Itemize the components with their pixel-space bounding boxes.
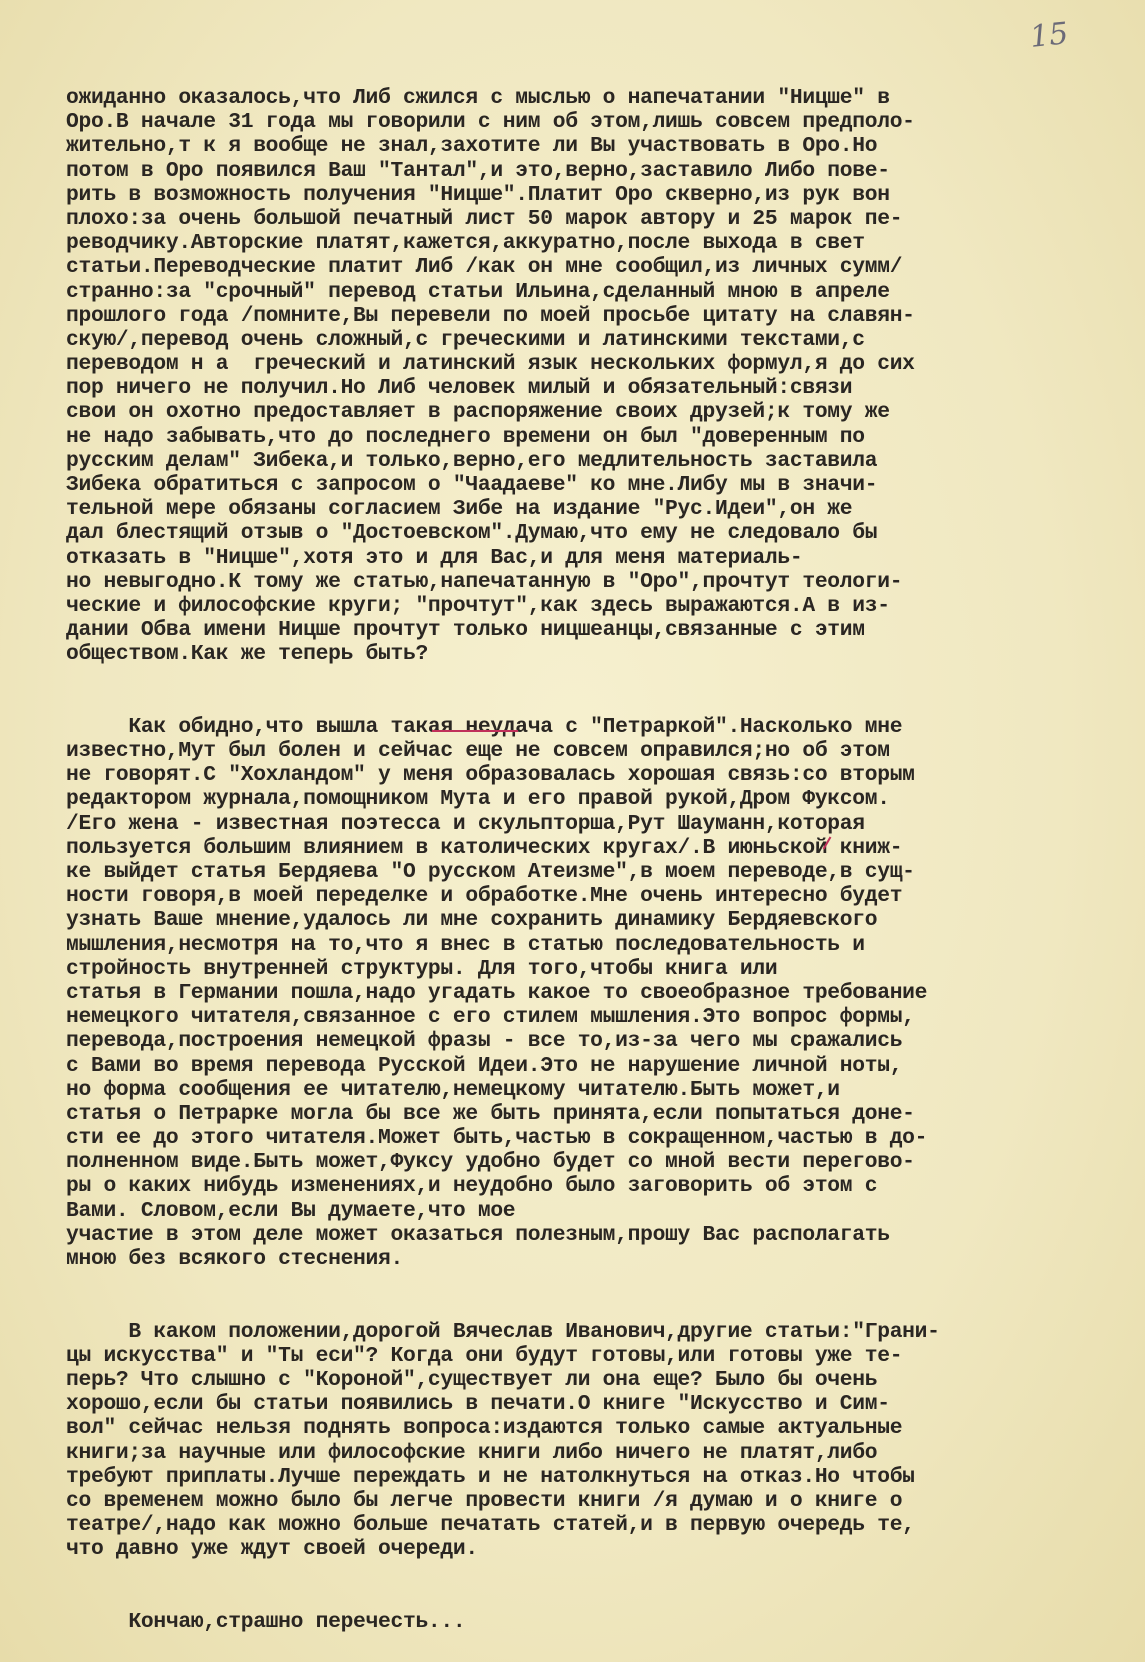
text-line: Как обидно,что вышла такая неудача с "Петраркой".Насколько мне <box>66 714 903 739</box>
text-line: ности говоря,в моей переделке и обработке.Мне очень интересно будет <box>66 884 903 909</box>
text-line: мною без всякого стеснения. <box>66 1247 403 1271</box>
text-line: цы искусства" и "Ты еси"? Когда они будут готовы,или готовы уже те- <box>66 1343 903 1368</box>
text-line: скую/,перевод очень сложный,с греческими и латинскими текстами,с <box>66 327 865 352</box>
text-line: пользуется большим влиянием в католических кругах/.В июньской книж- <box>66 835 903 860</box>
text-line: /Его жена - известная поэтесса и скульпторша,Рут Шауманн,которая <box>66 811 865 836</box>
text-line: не надо забывать,что до последнего времени он был "доверенным по <box>66 424 865 449</box>
paragraph-gap <box>66 1271 1096 1295</box>
text-line: ческие и философские круги; "прочтут",как здесь выражаются.А в из- <box>66 593 890 618</box>
text-line: редактором журнала,помощником Мута и его правой рукой,Дром Фуксом. <box>66 787 890 812</box>
text-line: плохо:за очень большой печатный лист 50 марок автору и 25 марок пе- <box>66 206 903 231</box>
text-line: известно,Мут был болен и сейчас еще не совсем оправился;но об этом <box>66 739 890 764</box>
text-line: статья о Петрарке могла бы все же быть принята,если попытаться доне- <box>66 1101 915 1126</box>
text-line: рить в возможность получения "Ницше".Платит Оро скверно,из рук вон <box>66 182 890 207</box>
text-line: Вами. Словом,если Вы думаете,что мое <box>66 1198 516 1223</box>
text-line: пор ничего не получил.Но Либ человек милый и обязательный:связи <box>66 376 853 401</box>
text-line: ожиданно оказалось,что Либ сжился с мыслью о напечатании "Ницше" в <box>66 86 890 110</box>
letter-body <box>66 86 1096 1634</box>
text-line: что давно уже ждут своей очереди. <box>66 1537 478 1562</box>
text-line: обществом.Как же теперь быть? <box>66 642 428 667</box>
text-line: реводчику.Авторские платят,кажется,аккуратно,после выхода в свет <box>66 231 865 256</box>
text-line: жительно,т к я вообще не знал,захотите ли Вы участвовать в Оро.Но <box>66 134 878 159</box>
paragraph-gap <box>66 1586 1096 1610</box>
paragraph-gap <box>66 1295 1096 1319</box>
text-line: потом в Оро появился Ваш "Тантал",и это,верно,заставило Либо пове- <box>66 158 890 183</box>
text-line: узнать Ваше мнение,удалось ли мне сохранить динамику Бердяевского <box>66 908 878 933</box>
text-line: полненном виде.Быть может,Фуксу удобно будет со мной вести перегово- <box>66 1150 915 1175</box>
text-line: но форма сообщения ее читателю,немецкому читателю.Быть может,и <box>66 1077 840 1102</box>
text-line: переводом н а греческий и латинский язык нескольких формул,я до сих <box>66 352 915 377</box>
paragraph-gap <box>66 691 1096 715</box>
text-line: тельной мере обязаны согласием Зибе на издание "Рус.Идеи",он же <box>66 497 853 522</box>
text-line: сти ее до этого читателя.Может быть,частью в сокращенном,частью в до- <box>66 1126 928 1151</box>
text-line: дал блестящий отзыв о "Достоевском".Думаю,что ему не следовало бы <box>66 521 878 546</box>
paragraph-gap <box>66 1561 1096 1585</box>
text-line: перь? Что слышно с "Короной",существует ли она еще? Было бы очень <box>66 1367 878 1392</box>
text-line: требуют приплаты.Лучше переждать и не натолкнуться на отказ.Но чтобы <box>66 1464 915 1489</box>
text-line: В каком положении,дорогой Вячеслав Иванович,другие статьи:"Грани- <box>66 1319 940 1344</box>
paragraph-gap <box>66 667 1096 691</box>
text-line: прошлого года /помните,Вы перевели по моей просьбе цитату на славян- <box>66 303 915 328</box>
red-underline-mark <box>432 730 518 732</box>
text-line: театре/,надо как можно больше печатать статей,и в первую очередь те, <box>66 1513 915 1538</box>
text-line: со временем можно было бы легче провести книги /я думаю и о книге о <box>66 1488 903 1513</box>
text-line: ке выйдет статья Бердяева "О русском Атеизме",в моем переводе,в сущ- <box>66 860 915 884</box>
text-line: дании Обва имени Ницше прочтут только ницшеанцы,связанные с этим <box>66 618 865 643</box>
text-line: не говорят.С "Хохландом" у меня образовалась хорошая связь:со вторым <box>66 763 915 788</box>
text-line: но невыгодно.К тому же статью,напечатанную в "Оро",прочтут теологи- <box>66 569 903 594</box>
text-line: вол" сейчас нельзя поднять вопроса:издаются только самые актуальные <box>66 1416 903 1441</box>
text-line: свои он охотно предоставляет в распоряжение своих друзей;к тому же <box>66 400 890 425</box>
text-line: хорошо,если бы статьи появились в печати.О книге "Искусство и Сим- <box>66 1392 890 1417</box>
text-line: статьи.Переводческие платит Либ /как он мне сообщил,из личных сумм/ <box>66 255 903 280</box>
text-line: русским делам" Зибека,и только,верно,его медлительность заставила <box>66 448 878 473</box>
text-line: странно:за "срочный" перевод статьи Ильина,сделанный мною в апреле <box>66 279 890 304</box>
text-line: Кончаю,страшно перечесть... <box>66 1609 466 1634</box>
text-line: Зибека обратиться с запросом о "Чаадаеве" ко мне.Либу мы в значи- <box>66 473 878 497</box>
text-line: мышления,несмотря на то,что я внес в статью последовательность и <box>66 932 865 957</box>
text-line: немецкого читателя,связанное с его стилем мышления.Это вопрос формы, <box>66 1005 915 1030</box>
text-line: с Вами во время перевода Русской Идеи.Это не нарушение личной ноты, <box>66 1053 903 1078</box>
text-line: перевода,построения немецкой фразы - все то,из-за чего мы сражались <box>66 1029 903 1054</box>
text-line: ры о каких нибудь изменениях,и неудобно было заговорить об этом с <box>66 1174 878 1199</box>
text-line: стройность внутренней структуры. Для того,чтобы книга или <box>66 956 778 981</box>
page-number: 15 <box>1028 16 1070 55</box>
text-line: статья в Германии пошла,надо угадать какое то своеобразное требование <box>66 980 928 1005</box>
text-line: отказать в "Ницше",хотя это и для Вас,и для меня материаль- <box>66 545 803 570</box>
text-line: книги;за научные или философские книги либо ничего не платят,либо <box>66 1440 878 1465</box>
text-line: Оро.В начале 31 года мы говорили с ним об этом,лишь совсем предполо- <box>66 110 915 135</box>
text-line: участие в этом деле может оказаться полезным,прошу Вас располагать <box>66 1222 890 1247</box>
